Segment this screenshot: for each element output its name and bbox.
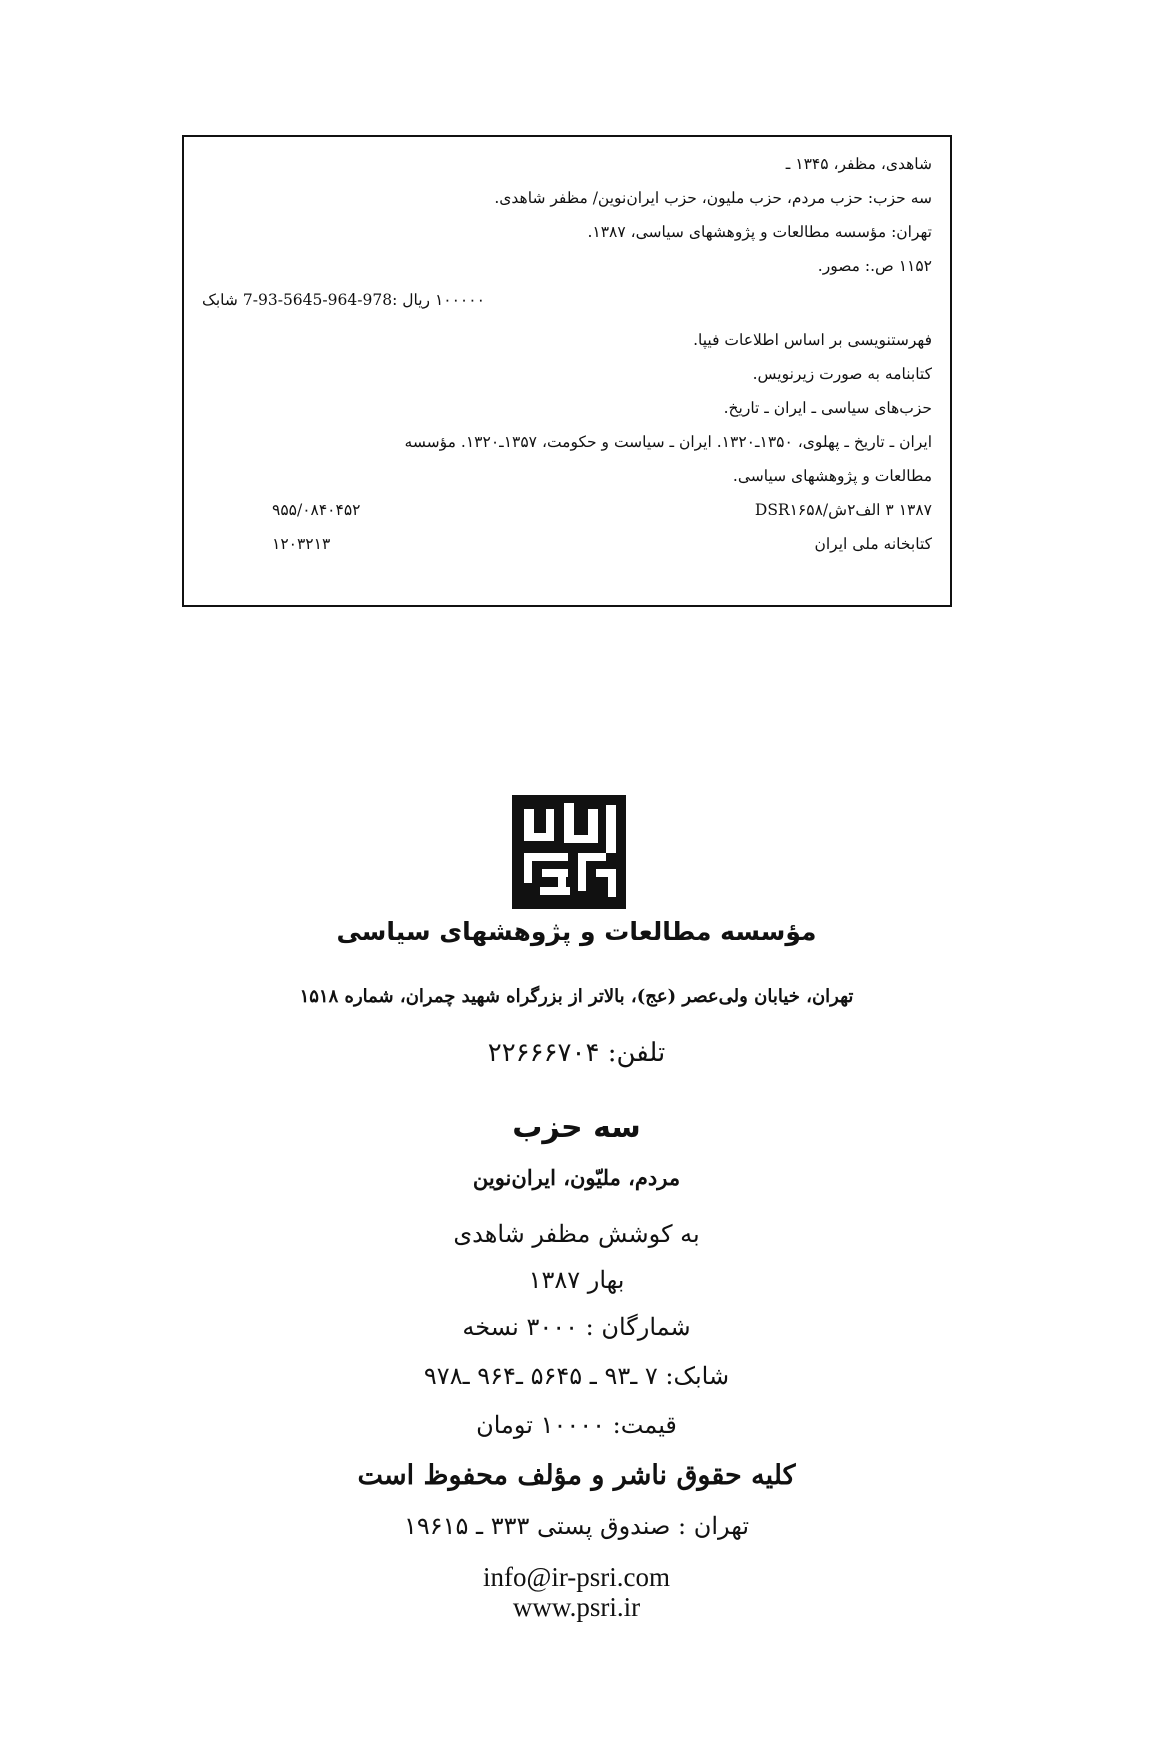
print-run: شمارگان : ۳۰۰۰ نسخه	[462, 1313, 691, 1341]
publisher-address: تهران، خیابان ولی‌عصر (عج)، بالاتر از بزرگراه شهید چمران، شماره ۱۵۱۸	[299, 986, 854, 1007]
copyright-notice: کلیه حقوق ناشر و مؤلف محفوظ است	[357, 1460, 796, 1491]
cip-bibliography-note: کتابنامه به صورت زیرنویس.	[752, 365, 932, 383]
cip-fipa-note: فهرستنویسی بر اساس اطلاعات فیپا.	[693, 331, 932, 349]
publication-date: بهار ۱۳۸۷	[528, 1266, 625, 1294]
cip-subject-1: حزب‌های سیاسی ـ ایران ـ تاریخ.	[723, 399, 932, 417]
cip-dewey: ۹۵۵/۰۸۴۰۴۵۲	[272, 501, 361, 519]
price: قیمت: ۱۰۰۰۰ تومان	[476, 1411, 677, 1439]
book-subtitle: مردم، ملیّون، ایران‌نوین	[472, 1165, 681, 1190]
book-title: سه حزب	[512, 1110, 641, 1145]
cip-subject-3: مطالعات و پژوهشهای سیاسی.	[732, 467, 932, 485]
cip-library: کتابخانه ملی ایران	[814, 535, 932, 553]
cip-library-row	[202, 527, 932, 561]
cip-record-box	[182, 135, 952, 607]
cip-author-line: شاهدی، مظفر، ۱۳۴۵ ـ	[785, 155, 932, 173]
email-link[interactable]: info@ir-psri.com	[482, 1562, 671, 1592]
publisher-phone: تلفن: ۲۲۶۶۶۷۰۴	[487, 1038, 666, 1068]
book-editor: به کوشش مظفر شاهدی	[453, 1220, 700, 1248]
publisher-name: مؤسسه مطالعات و پژوهشهای سیاسی	[336, 917, 817, 946]
cip-price-isbn-line	[202, 283, 932, 317]
website-link[interactable]: www.psri.ir	[512, 1592, 641, 1622]
cip-subject-2: ایران ـ تاریخ ـ پهلوی، ۱۳۵۰ـ۱۳۲۰. ایران ـ سیاست و حکومت، ۱۳۵۷ـ۱۳۲۰. مؤسسه	[404, 433, 932, 451]
cip-price-isbn: ۱۰۰۰۰۰ ریال :978-964-5645-93-7 شابک	[202, 291, 485, 309]
po-box: تهران : صندوق پستی ۳۳۳ ـ ۱۹۶۱۵	[403, 1512, 750, 1540]
isbn: شابک: ۷ ـ۹۳ ـ ۵۶۴۵ ـ۹۶۴ ـ۹۷۸	[423, 1362, 730, 1390]
cip-classification-row	[202, 493, 932, 527]
cip-pages-line: ۱۱۵۲ ص.: مصور.	[817, 257, 932, 275]
psri-logo	[512, 795, 626, 909]
cip-imprint-line: تهران: مؤسسه مطالعات و پژوهشهای سیاسی، ۱۳۸۷.	[587, 223, 932, 241]
cip-title-line: سه حزب: حزب مردم، حزب ملیون، حزب ایران‌نوین/ مظفر شاهدی.	[494, 189, 932, 207]
cip-record-number: ۱۲۰۳۲۱۳	[272, 535, 331, 553]
cip-lc-classification: ۱۳۸۷ ۳ الف۲ش/DSR۱۶۵۸	[754, 501, 932, 519]
